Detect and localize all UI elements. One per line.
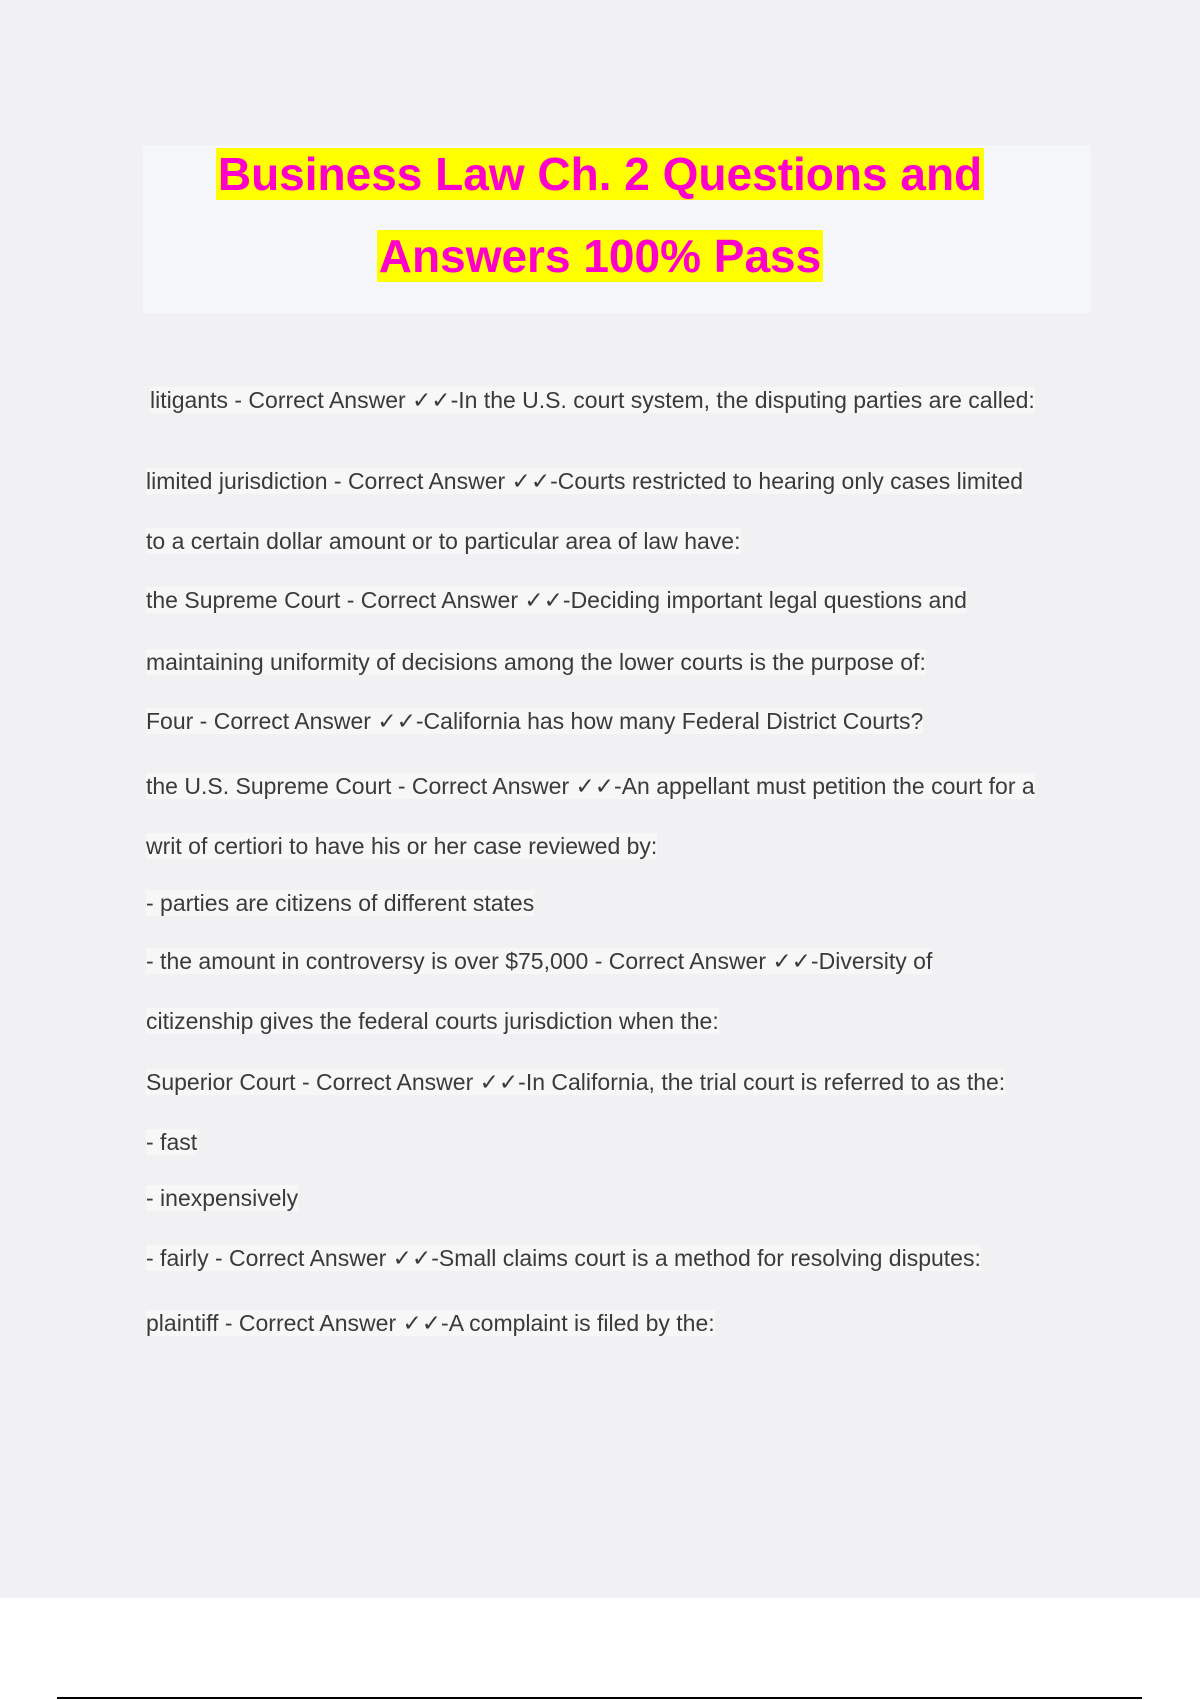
qa-line: maintaining uniformity of decisions among the lower courts is the purpose of: xyxy=(146,649,926,675)
qa-line: - inexpensively xyxy=(146,1185,299,1211)
qa-line: writ of certiori to have his or her case reviewed by: xyxy=(146,833,658,859)
qa-line: - the amount in controversy is over $75,000 - Correct Answer ✓✓-Diversity of xyxy=(146,948,933,974)
qa-line: citizenship gives the federal courts jurisdiction when the: xyxy=(146,1008,719,1034)
qa-line: plaintiff - Correct Answer ✓✓-A complaint is filed by the: xyxy=(146,1310,715,1336)
qa-line: the Supreme Court - Correct Answer ✓✓-Deciding important legal questions and xyxy=(146,587,967,613)
qa-line: to a certain dollar amount or to particular area of law have: xyxy=(146,528,741,554)
qa-line: - fairly - Correct Answer ✓✓-Small claims court is a method for resolving disputes: xyxy=(146,1245,981,1271)
footer-rule xyxy=(57,1697,1142,1699)
qa-line: the U.S. Supreme Court - Correct Answer ✓✓-An appellant must petition the court for a xyxy=(146,773,1035,799)
qa-line: Four - Correct Answer ✓✓-California has how many Federal District Courts? xyxy=(146,708,924,734)
qa-line: limited jurisdiction - Correct Answer ✓✓-Courts restricted to hearing only cases limited xyxy=(146,468,1024,494)
qa-line: - parties are citizens of different states xyxy=(146,890,535,916)
document-title-line-1: Business Law Ch. 2 Questions and xyxy=(217,148,983,200)
qa-line: - fast xyxy=(146,1129,198,1155)
qa-line: Superior Court - Correct Answer ✓✓-In California, the trial court is referred to as the: xyxy=(146,1069,1006,1095)
qa-line: litigants - Correct Answer ✓✓-In the U.S. court system, the disputing parties are called: xyxy=(150,387,1035,413)
document-title-line-2: Answers 100% Pass xyxy=(378,230,822,282)
